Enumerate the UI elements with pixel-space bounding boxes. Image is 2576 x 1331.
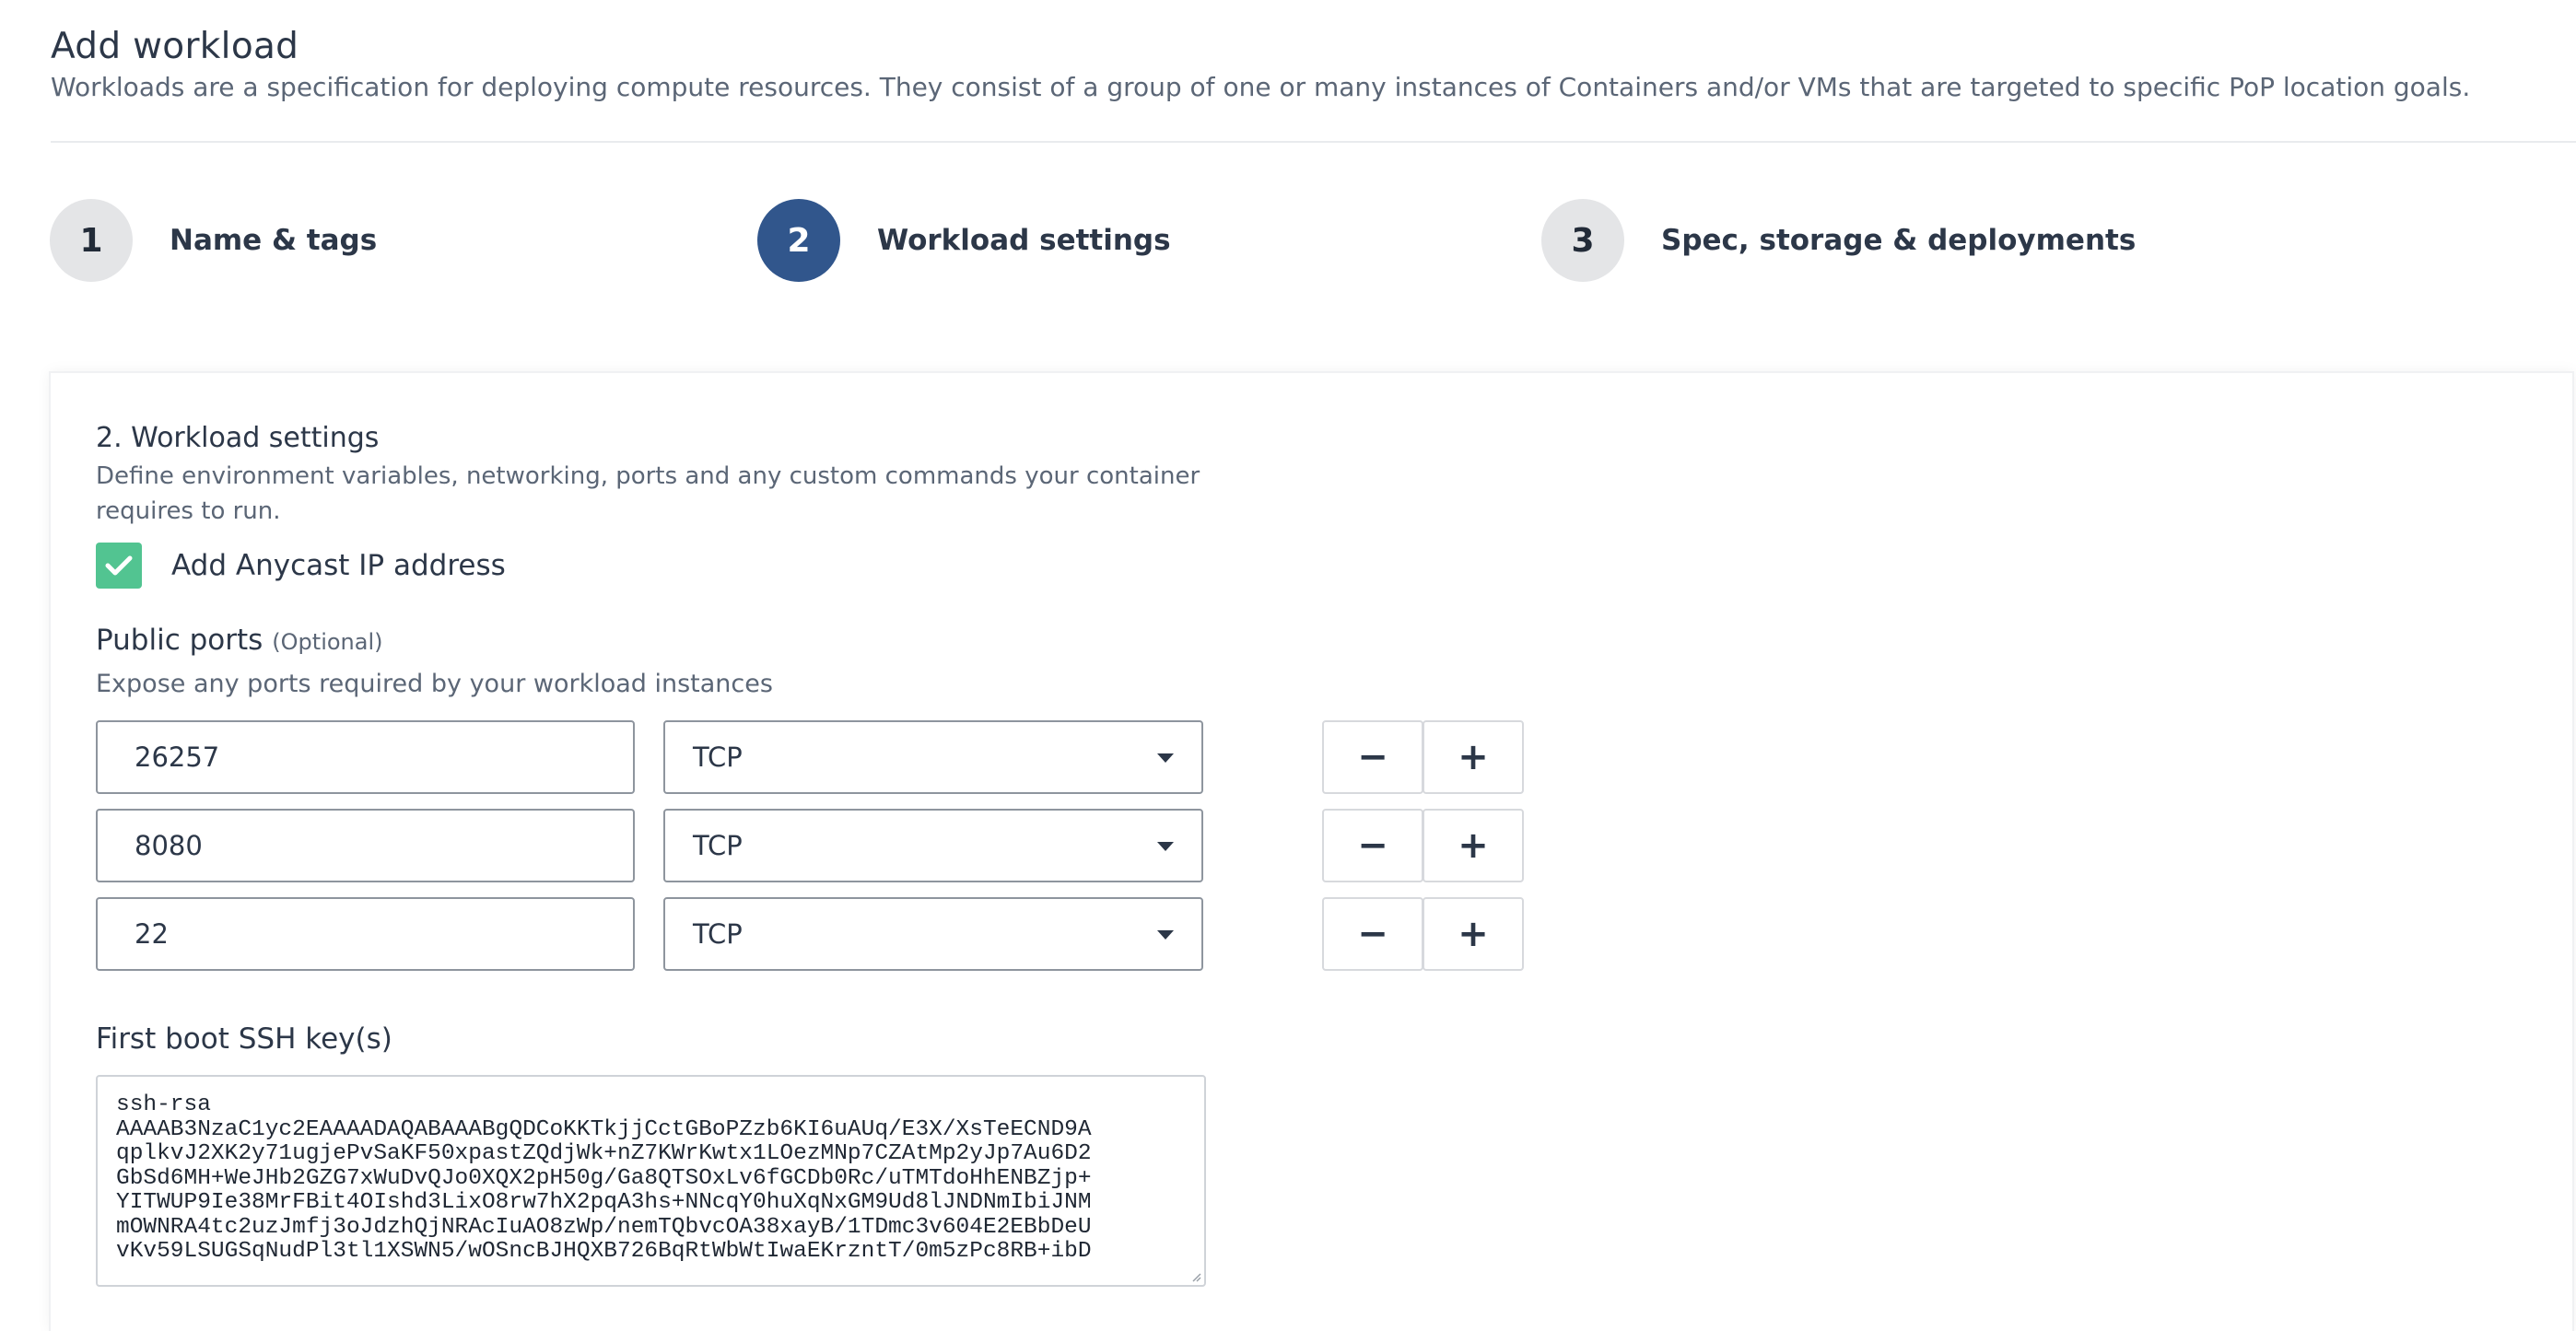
plus-icon: + — [1458, 736, 1489, 778]
resize-handle-icon[interactable] — [1190, 1271, 1201, 1282]
add-port-button[interactable] — [1423, 809, 1524, 882]
section-title: 2. Workload settings — [96, 422, 380, 454]
step-label: Workload settings — [877, 224, 1171, 257]
port-number-input[interactable] — [96, 809, 635, 882]
step-label: Spec, storage & deployments — [1661, 224, 2137, 257]
anycast-label[interactable]: Add Anycast IP address — [171, 549, 506, 582]
anycast-checkbox[interactable] — [96, 543, 142, 589]
chevron-down-icon — [1157, 930, 1174, 940]
public-ports-description: Expose any ports required by your workload instances — [96, 670, 773, 698]
step-name-tags[interactable] — [50, 199, 377, 282]
minus-icon: − — [1357, 736, 1388, 778]
step-label: Name & tags — [170, 224, 378, 257]
chevron-down-icon — [1157, 753, 1174, 763]
port-number-input[interactable] — [96, 720, 635, 794]
header-divider — [51, 141, 2576, 143]
add-port-button[interactable] — [1423, 897, 1524, 971]
check-icon — [105, 555, 133, 577]
protocol-select[interactable] — [663, 897, 1203, 971]
remove-port-button[interactable] — [1322, 897, 1423, 971]
remove-port-button[interactable] — [1322, 720, 1423, 794]
ssh-key-textarea[interactable]: ssh-rsa AAAAB3NzaC1yc2EAAAADAQABAAABgQDCoKKTkjjCctGBoPZzb6KI6uAUq/E3X/XsTeECND9A qplkvJ2XK2y71ugjePvSaKF50xpastZQdjWk+nZ7KWrKwtx1LOezMNp7CZAtMp2yJp7Au6D2 GbSd6MH+WeJHb2GZG7xWuDvQJo0XQX2pH50g/Ga8QTSOxLv6fGCDb0Rc/uTMTdoHhENBZjp+ YITWUP9Ie38MrFBit4OIshd3LixO8rw7hX2pqA3hs+NNcqY0huXqNxGM9Ud8lJNDNmIbiJNM mOWNRA4tc2uzJmfj3oJdzhQjNRAcIuAO8zWp/nemTQbvcOA38xayB/1TDmc3v604E2EBbDeU vKv59LSUGSqNudPl3tl1XSWN5/wOSncBJHQXB726BqRtWbWtIwaEKrzntT/0m5zPc8RB+ibD — [96, 1075, 1206, 1287]
optional-label: (Optional) — [272, 629, 383, 655]
remove-port-button[interactable] — [1322, 809, 1423, 882]
plus-icon: + — [1458, 824, 1489, 867]
chevron-down-icon — [1157, 842, 1174, 851]
protocol-select[interactable] — [663, 720, 1203, 794]
public-ports-label: Public ports — [96, 624, 263, 657]
section-description: Define environment variables, networking, ports and any custom commands your container requires to run. — [96, 462, 1200, 525]
minus-icon: − — [1357, 913, 1388, 955]
step-number: 1 — [50, 199, 133, 282]
step-spec-storage-deployments[interactable] — [1541, 199, 2136, 282]
plus-icon: + — [1458, 913, 1489, 955]
add-port-button[interactable] — [1423, 720, 1524, 794]
protocol-value: TCP — [693, 918, 743, 950]
page-title: Add workload — [51, 26, 299, 67]
public-ports-title — [96, 624, 383, 657]
minus-icon: − — [1357, 824, 1388, 867]
step-number: 2 — [757, 199, 840, 282]
protocol-value: TCP — [693, 741, 743, 773]
protocol-value: TCP — [693, 830, 743, 861]
anycast-option — [96, 543, 506, 589]
page-description: Workloads are a specification for deploying compute resources. They consist of a group of one or many instances of Containers and/or VMs that are targeted to specific PoP location goals. — [51, 72, 2471, 102]
step-workload-settings[interactable] — [757, 199, 1171, 282]
protocol-select[interactable] — [663, 809, 1203, 882]
port-number-input[interactable] — [96, 897, 635, 971]
ssh-keys-title: First boot SSH key(s) — [96, 1022, 392, 1056]
step-number: 3 — [1541, 199, 1624, 282]
